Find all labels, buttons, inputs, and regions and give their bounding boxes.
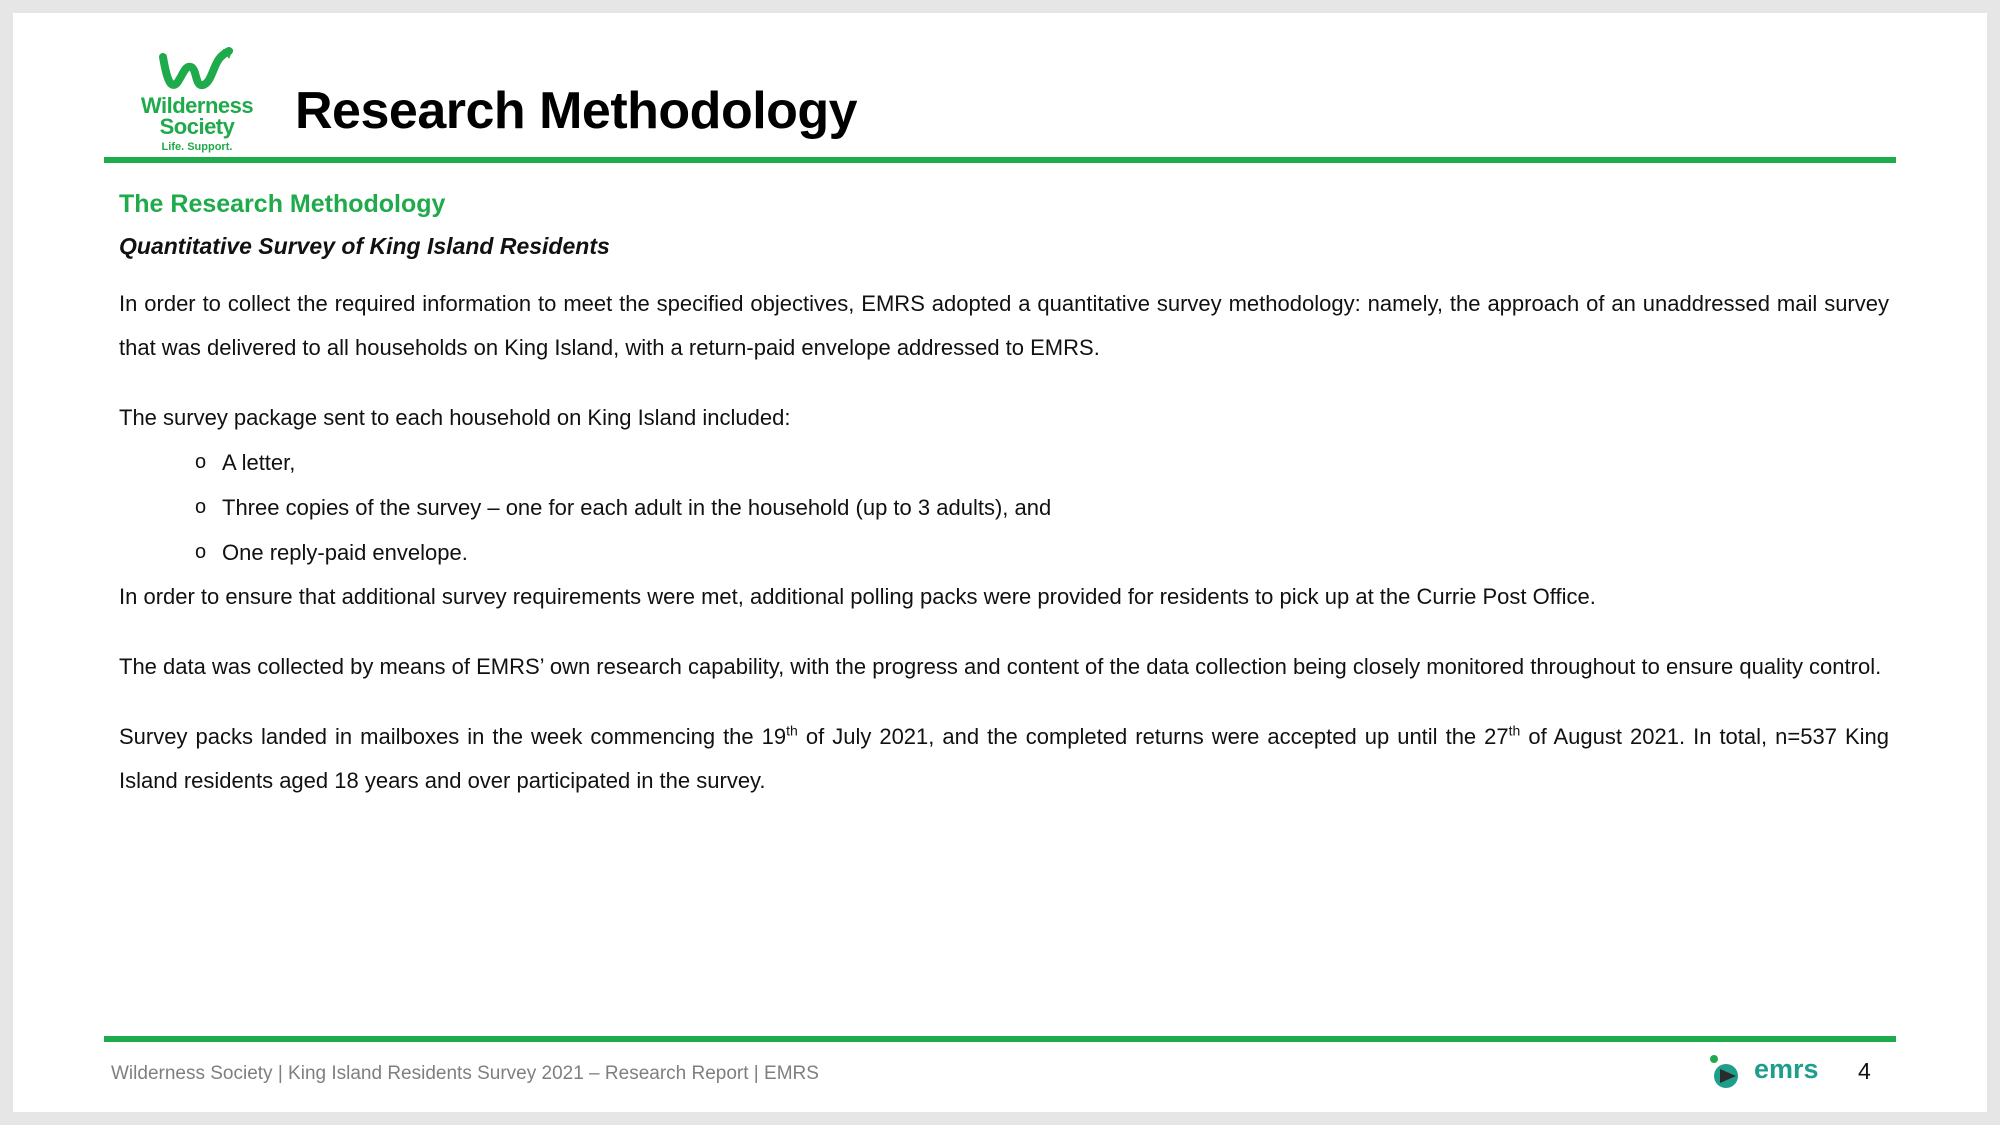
bullet-circle-icon: o [195, 451, 207, 473]
section-heading: The Research Methodology [119, 190, 446, 218]
footer-caption: Wilderness Society | King Island Residents Survey 2021 – Research Report | EMRS [111, 1063, 819, 1084]
ordinal-suffix: th [1508, 722, 1521, 739]
text-segment: Survey packs landed in mailboxes in the week commencing the 19 [119, 724, 787, 749]
body-content [119, 184, 1889, 803]
wilderness-w-logo-icon [157, 47, 237, 95]
paragraph-methodology: In order to collect the required information to meet the specified objectives, EMRS adopted a quantitative survey methodology: namely, the approach of an unaddressed mail survey that was delivered to all households on King Island, with a return-paid envelope addressed to EMRS. [119, 291, 1889, 360]
ordinal-suffix: th [786, 722, 798, 739]
list-item [195, 530, 1889, 575]
package-contents-list [119, 440, 1889, 575]
emrs-wordmark: emrs [1754, 1054, 1819, 1084]
bullet-circle-icon: o [195, 496, 207, 518]
subheading: Quantitative Survey of King Island Residents [119, 233, 610, 259]
page-number: 4 [1858, 1058, 1871, 1084]
bullet-circle-icon: o [195, 541, 207, 563]
logo-wordmark-line2: Society [159, 114, 235, 139]
paragraph-data-collection: The data was collected by means of EMRS’ own research capability, with the progress and content of the data collection being closely monitored throughout to ensure quality control. [119, 654, 1882, 679]
paragraph-polling-packs: In order to ensure that additional survey requirements were met, additional polling packs were provided for residents to pick up at the Currie Post Office. [119, 584, 1596, 609]
logo-tagline: Life. Support. [161, 141, 233, 153]
text-segment: of July 2021, and the completed returns were accepted up until the 27 [797, 724, 1509, 749]
wilderness-society-logo [133, 47, 261, 165]
header-divider [104, 157, 1896, 163]
footer-divider [104, 1036, 1896, 1042]
emrs-logo [1706, 1052, 1818, 1092]
list-item-text: One reply-paid envelope. [222, 540, 468, 565]
list-item [195, 440, 1889, 485]
list-item-text: Three copies of the survey – one for each adult in the household (up to 3 adults), and [222, 495, 1052, 520]
emrs-logo-icon [1706, 1052, 1746, 1092]
list-item-text: A letter, [222, 450, 296, 475]
paragraph-package-intro: The survey package sent to each household on King Island included: [119, 405, 791, 430]
page-title: Research Methodology [295, 82, 858, 140]
text-segment: of August 2021. In total, n=537 King Island residents aged 18 years and over participated in the survey. [119, 724, 1889, 793]
paragraph-fieldwork-dates [119, 715, 1889, 803]
logo-wordmark-line1: Wilderness [140, 93, 254, 118]
list-item [195, 485, 1889, 530]
